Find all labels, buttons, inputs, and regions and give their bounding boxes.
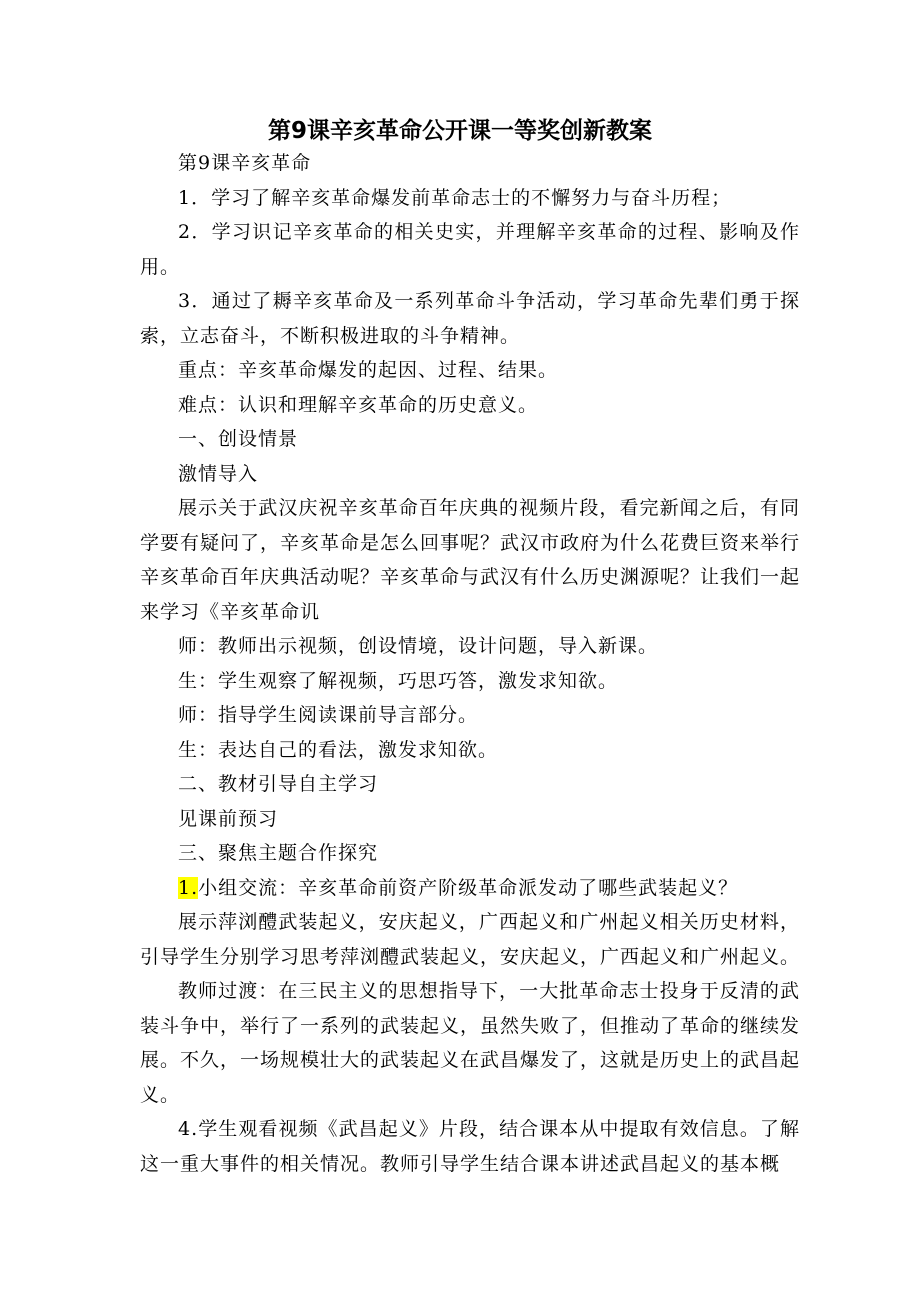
highlighted-marker: 1.	[178, 876, 199, 899]
video-activity: 4.学生观看视频《武昌起义》片段，结合课本从中提取有效信息。了解这一重大事件的相关情况。教师引导学生结合课本讲述武昌起义的基本概	[140, 1118, 800, 1175]
subheading-intro: 激情导入	[178, 462, 259, 485]
document-body	[140, 146, 800, 1181]
group-discussion	[140, 871, 800, 906]
student-activity-2: 生：表达自己的看法，激发求知欲。	[178, 738, 499, 761]
difficult-point: 难点：认识和理解辛亥革命的历史意义。	[178, 393, 539, 416]
intro-paragraph: 展示关于武汉庆祝辛亥革命百年庆典的视频片段，看完新闻之后，有同学要有疑问了，辛亥革命是怎么回事呢？武汉市政府为什么花费巨资来举行辛亥革命百年庆典活动呢？辛亥革命与武汉有什么历史渊源呢？让我们一起来学习《辛亥革命讥	[140, 497, 801, 623]
lesson-heading: 第9课辛亥革命	[178, 152, 312, 174]
teacher-transition: 教师过渡：在三民主义的思想指导下，一大批革命志士投身于反清的武装斗争中，举行了一系列的武装起义，虽然失败了，但推动了革命的继续发展。不久，一场规模壮大的武装起义在武昌爆发了，这就是历史上的武昌起义。	[140, 980, 801, 1106]
objective-2: 2．学习识记辛亥革命的相关史实，并理解辛亥革命的过程、影响及作用。	[140, 221, 800, 278]
preview-note: 见课前预习	[178, 807, 279, 830]
objective-1: 1．学习了解辛亥革命爆发前革命志士的不懈努力与奋斗历程；	[178, 186, 732, 209]
section-heading-3: 三、聚焦主题合作探究	[178, 842, 379, 864]
student-activity-1: 生：学生观察了解视频，巧思巧答，激发求知欲。	[178, 669, 619, 692]
document-title: 第9课辛亥革命公开课一等奖创新教案	[267, 118, 652, 144]
key-point: 重点：辛亥革命爆发的起因、过程、结果。	[178, 359, 559, 381]
objective-3: 3．通过了耨辛亥革命及一系列革命斗争活动，学习革命先辈们勇于探索，立志奋斗，不断积极进取的斗争精神。	[140, 290, 800, 347]
group-discussion-text: 小组交流：辛亥革命前资产阶级革命派发动了哪些武装起义？	[198, 876, 739, 899]
teacher-activity-2: 师：指导学生阅读课前导言部分。	[178, 704, 479, 726]
section-heading-1: 一、创设情景	[178, 428, 299, 450]
section-heading-2: 二、教材引导自主学习	[178, 773, 379, 795]
uprising-materials: 展示萍浏醴武装起义，安庆起义，广西起义和广州起义相关历史材料，引导学生分别学习思考萍浏醴武装起义，安庆起义，广西起义和广州起义。	[140, 911, 801, 968]
teacher-activity-1: 师：教师出示视频，创设情境，设计问题，导入新课。	[178, 635, 659, 657]
